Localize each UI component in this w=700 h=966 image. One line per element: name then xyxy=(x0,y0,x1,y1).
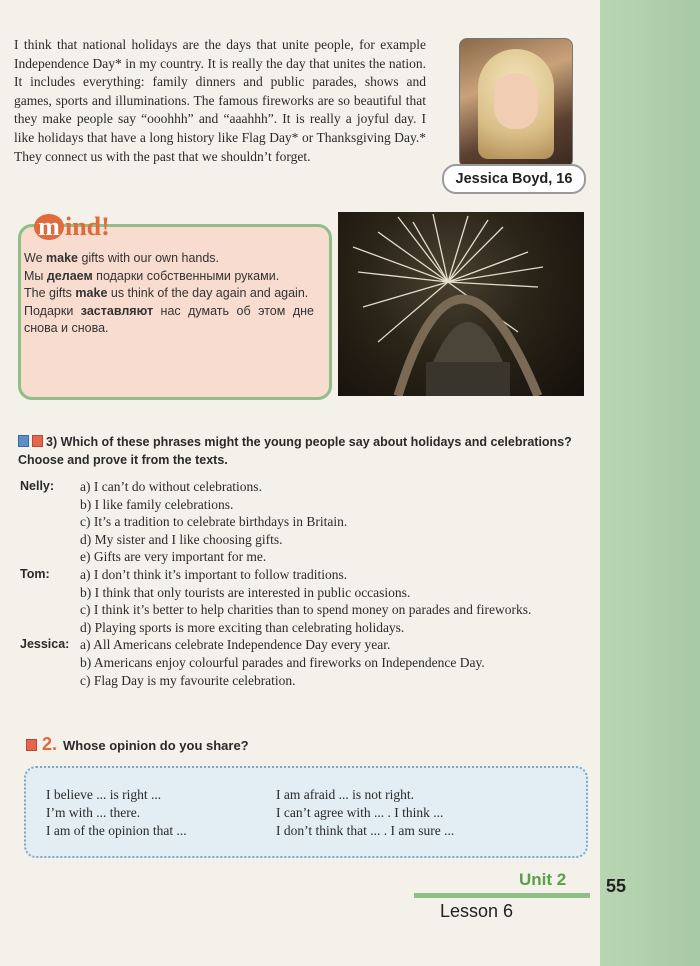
pen-icon xyxy=(26,739,37,751)
mind-title-m: m xyxy=(34,214,64,240)
speaker-name: Jessica: xyxy=(20,637,70,652)
book-icon xyxy=(18,435,29,447)
pen-icon xyxy=(32,435,43,447)
mind-title-rest: ind! xyxy=(65,212,110,241)
dome xyxy=(433,322,503,362)
speaker-name: Tom: xyxy=(20,566,50,581)
fireworks-image xyxy=(338,212,584,396)
exercise-2 xyxy=(26,734,249,755)
speaker-tom xyxy=(20,566,590,636)
fireworks-burst xyxy=(353,214,543,342)
jessica-photo xyxy=(459,38,573,168)
exercise-2-number: 2. xyxy=(42,734,58,754)
list-item: b) Americans enjoy colourful parades and fireworks on Independence Day. xyxy=(80,654,485,670)
mind-text xyxy=(24,250,314,338)
list-item: a) All Americans celebrate Independence Day every year. xyxy=(80,637,391,653)
list-item: a) I don’t think it’s important to follow traditions. xyxy=(80,566,348,582)
speaker-nelly xyxy=(20,478,590,566)
mind-line: The gifts make us think of the day again and again. xyxy=(24,286,309,300)
mind-title xyxy=(34,212,110,242)
list-item: c) Flag Day is my favourite celebration. xyxy=(80,672,296,688)
list-item: b) I think that only tourists are interested in public occasions. xyxy=(80,584,411,600)
jessica-text: I think that national holidays are the days that unite people, for example Independence Day* in my country. It is really the day that unites the nation. It includes everything: family dinners and public parades, shows and games, sports and illuminations. The famous fireworks are so beautiful that they make people say “ooohhh” and “aaahhh”. It is really a joyful day. I like holidays that have a long history like Flag Day* or Thanksgiving Day.* They connect us with the past that we shouldn’t forget. xyxy=(14,37,426,164)
exercise-2-text: Whose opinion do you share? xyxy=(63,738,249,753)
speaker-jessica xyxy=(20,636,590,689)
list-item: c) I think it’s better to help charities than to spend money on parades and fireworks. xyxy=(80,602,532,618)
fireworks-photo xyxy=(338,212,584,396)
page-edge-band xyxy=(600,0,700,966)
phrase: I am of the opinion that ... xyxy=(46,823,187,838)
mind-line: We make gifts with our own hands. xyxy=(24,251,220,265)
list-item: b) I like family celebrations. xyxy=(80,496,234,512)
lesson-label: Lesson 6 xyxy=(440,901,514,921)
list-item: d) My sister and I like choosing gifts. xyxy=(80,531,283,547)
phrase: I believe ... is right ... xyxy=(46,787,162,802)
speaker-name: Nelly: xyxy=(20,479,55,493)
phrase-column-left xyxy=(46,786,187,840)
exercise-3 xyxy=(18,434,588,469)
list-item: a) I can’t do without celebrations. xyxy=(80,479,262,494)
phrase: I’m with ... there. xyxy=(46,805,141,820)
speaker-list xyxy=(20,478,590,689)
phrase: I don’t think that ... . I am sure ... xyxy=(276,823,455,838)
phrase-column-right xyxy=(276,786,454,840)
list-item: e) Gifts are very important for me. xyxy=(80,549,267,565)
list-item: d) Playing sports is more exciting than celebrating holidays. xyxy=(80,619,405,635)
building xyxy=(426,362,510,396)
unit-label: Unit 2 xyxy=(519,870,567,889)
list-item: c) It’s a tradition to celebrate birthdays in Britain. xyxy=(80,514,348,530)
phrase: I am afraid ... is not right. xyxy=(276,787,414,802)
phrase: I can’t agree with ... . I think ... xyxy=(276,805,444,820)
page-number: 55 xyxy=(606,876,627,896)
photo-caption: Jessica Boyd, 16 xyxy=(442,164,586,194)
mind-line: Мы делаем подарки собственными руками. xyxy=(24,268,280,283)
photo-face xyxy=(494,73,538,129)
unit-bar xyxy=(414,893,590,898)
mind-line: Подарки заставляют нас думать об этом дне снова и снова. xyxy=(24,303,314,335)
exercise-3-text: 3) Which of these phrases might the young people say about holidays and celebrations? Choose and prove it from the texts. xyxy=(18,435,572,467)
